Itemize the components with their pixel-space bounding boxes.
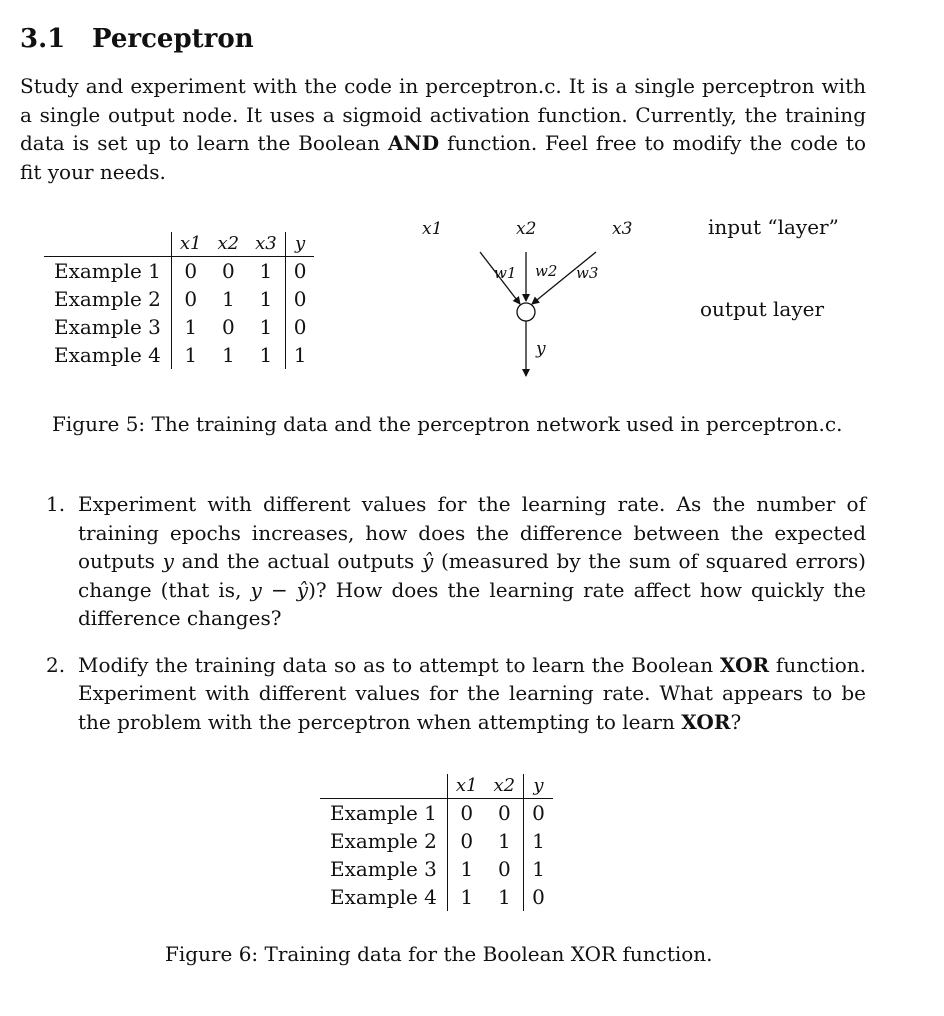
cell-x2: 1 [221, 287, 235, 311]
math-y: y [162, 549, 174, 573]
question-text: function. Experiment with different values for the learning rate. What appears to be the problem with the perceptron when attempting to learn [78, 652, 867, 734]
cell-x1: 0 [171, 285, 209, 313]
input-node-x1: x1 [422, 219, 443, 239]
weight-w1: w1 [494, 264, 517, 282]
question-2 [46, 651, 866, 737]
table-row [44, 313, 314, 341]
question-number: 1. [46, 492, 66, 516]
section-title: Perceptron [92, 24, 254, 54]
cell-x2: 0 [497, 857, 511, 881]
row-label: Example 3 [330, 857, 437, 881]
row-label: Example 4 [54, 343, 161, 367]
row-label: Example 1 [330, 801, 437, 825]
section-number: 3.1 [20, 24, 66, 54]
question-number: 2. [46, 652, 66, 677]
header-x1: x1 [171, 232, 209, 257]
math-expression: y − ŷ [250, 577, 309, 602]
cell-y: 0 [524, 799, 553, 828]
table-row [320, 799, 553, 828]
cell-y: 1 [524, 855, 553, 883]
table-row [320, 827, 553, 855]
row-label: Example 4 [330, 885, 437, 909]
intro-text-2: function. Feel free to modify the code to fit your needs. [20, 131, 866, 184]
table-header-row [44, 232, 314, 257]
figure-5-caption: Figure 5: The training data and the perceptron network used in perceptron.c. [52, 412, 843, 436]
cell-y: 0 [285, 257, 314, 286]
and-training-table [44, 232, 314, 369]
cell-x2: 0 [221, 315, 235, 339]
question-text: Modify the training data so as to attempt to learn the Boolean [78, 652, 720, 677]
header-blank [320, 774, 447, 799]
bold-xor: XOR [719, 652, 770, 677]
header-x1: x1 [447, 774, 485, 799]
input-node-x3: x3 [612, 219, 633, 239]
cell-x3: 1 [259, 287, 273, 311]
cell-x1: 0 [447, 799, 485, 828]
table-row [44, 285, 314, 313]
cell-x2: 1 [497, 885, 511, 909]
xor-training-table [320, 774, 553, 911]
cell-x3: 1 [259, 259, 273, 283]
section-heading [20, 24, 254, 54]
row-label: Example 3 [54, 315, 161, 339]
question-text: and the actual outputs [173, 549, 422, 573]
row-label: Example 2 [54, 287, 161, 311]
perceptron-network-diagram [400, 206, 860, 386]
cell-x1: 1 [447, 883, 485, 911]
cell-x1: 1 [447, 855, 485, 883]
question-text: Experiment with different values for the learning rate. As the number of training epochs increases, how does the difference between the expected outputs [78, 492, 866, 573]
question-text: )? How does the learning rate affect how quickly the difference changes? [78, 577, 866, 630]
cell-y: 0 [285, 313, 314, 341]
table-row [320, 883, 553, 911]
cell-y: 0 [285, 285, 314, 313]
question-text: ? [730, 709, 742, 734]
header-y: y [524, 774, 553, 799]
cell-x2: 1 [221, 343, 235, 367]
cell-x2: 1 [497, 829, 511, 853]
weight-w3: w3 [576, 264, 599, 282]
weight-w2: w2 [535, 262, 558, 280]
row-label: Example 1 [54, 259, 161, 283]
cell-y: 0 [524, 883, 553, 911]
header-x2: x2 [210, 232, 248, 257]
output-y: y [536, 339, 546, 359]
header-blank [44, 232, 171, 257]
table-row [44, 341, 314, 369]
intro-text-1: Study and experiment with the code in perceptron.c. It is a single perceptron with a single output node. It uses a sigmoid activation function. Currently, the training data is set up to learn the Boolean [20, 74, 866, 155]
cell-x1: 1 [171, 313, 209, 341]
cell-x1: 0 [447, 827, 485, 855]
output-node [517, 303, 535, 321]
cell-x3: 1 [259, 315, 273, 339]
input-node-x2: x2 [516, 219, 537, 239]
question-1 [46, 490, 866, 633]
table-header-row [320, 774, 553, 799]
cell-x3: 1 [259, 343, 273, 367]
cell-x1: 0 [171, 257, 209, 286]
figure-6-caption: Figure 6: Training data for the Boolean XOR function. [165, 942, 713, 966]
cell-y: 1 [524, 827, 553, 855]
math-yhat: ŷ [421, 549, 434, 573]
header-x3: x3 [247, 232, 285, 257]
intro-bold-and: AND [388, 131, 440, 155]
intro-paragraph [20, 72, 866, 186]
question-text: (measured by the sum of squared errors) change (that is, [78, 549, 866, 602]
cell-x2: 0 [221, 259, 235, 283]
question-list [46, 490, 866, 754]
bold-xor: XOR [681, 709, 731, 734]
header-x2: x2 [486, 774, 524, 799]
cell-x2: 0 [497, 801, 511, 825]
cell-y: 1 [285, 341, 314, 369]
output-layer-label: output layer [700, 297, 825, 321]
header-y: y [285, 232, 314, 257]
table-row [44, 257, 314, 286]
row-label: Example 2 [330, 829, 437, 853]
cell-x1: 1 [171, 341, 209, 369]
input-layer-label: input “layer” [708, 215, 839, 239]
table-row [320, 855, 553, 883]
